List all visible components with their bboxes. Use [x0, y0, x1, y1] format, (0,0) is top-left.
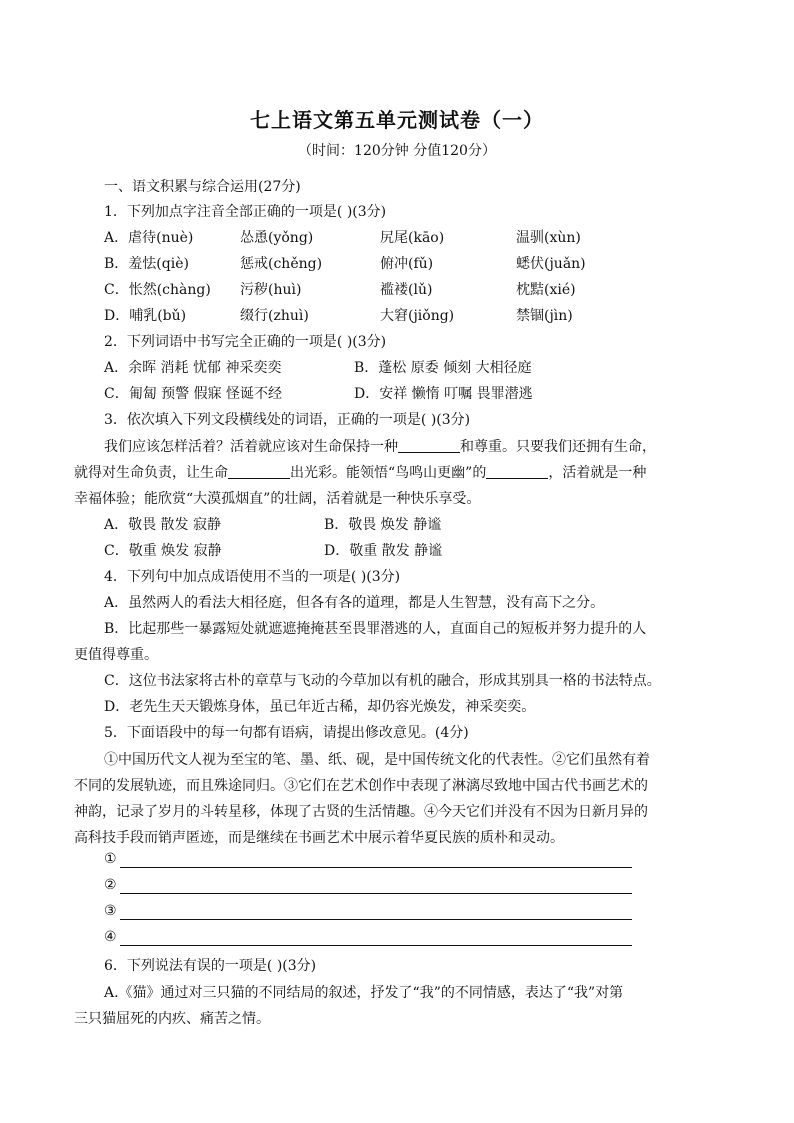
fill-blank — [486, 464, 548, 479]
fill-blank — [398, 438, 460, 453]
passage-text: ，活着就是一种 — [548, 465, 647, 481]
question-2-stem: 2．下列词语中书写完全正确的一项是( )(3分) — [104, 334, 387, 350]
option-cell: 尻尾(kāo) — [380, 230, 445, 246]
option-cell: A．敬畏 散发 寂静 — [104, 517, 222, 533]
answer-rule — [120, 893, 632, 894]
question-1-stem: 1．下列加点字注音全部正确的一项是( )(3分) — [104, 204, 387, 220]
answer-line-1[interactable] — [104, 851, 634, 867]
section-heading: 一、语文积累与综合运用(27分) — [104, 179, 301, 195]
option-cell: C．匍匐 预警 假寐 怪诞不经 — [104, 386, 283, 402]
fill-blank — [228, 464, 290, 479]
option-cell: C．怅然(chàng) — [104, 282, 211, 298]
answer-marker: ② — [104, 877, 117, 893]
question-5-passage-line-1: ①中国历代文人视为至宝的笔、墨、纸、砚，是中国传统文化的代表性。②它们虽然有着 — [104, 752, 650, 768]
answer-line-2[interactable] — [104, 877, 634, 893]
passage-text: 出光彩。能领悟“鸟鸣山更幽”的 — [290, 465, 487, 481]
question-3-passage-line-1 — [104, 436, 656, 456]
answer-rule — [120, 867, 632, 868]
question-6-option-a: A.《猫》通过对三只猫的不同结局的叙述，抒发了“我”的不同情感，表达了“我”对第 — [104, 985, 624, 1001]
passage-text: 就得对生命负责，让生命 — [74, 465, 228, 481]
passage-text: 我们应该怎样活着？活着就应该对生命保持一种 — [104, 439, 398, 455]
option-cell: 枕黠(xié) — [516, 282, 576, 298]
answer-marker: ④ — [104, 929, 117, 945]
answer-rule — [120, 945, 632, 946]
question-5-passage-line-3: 神韵，记录了岁月的斗转星移，体现了古贤的生活情趣。④今天它们并没有不因为日新月异的 — [74, 804, 648, 820]
option-cell: B．羞怯(qiè) — [104, 256, 189, 272]
option-cell: 污秽(huì) — [240, 282, 302, 298]
answer-marker: ① — [104, 851, 117, 867]
question-4-option-a: A．虽然两人的看法大相径庭，但各有各的道理，都是人生智慧，没有高下之分。 — [104, 595, 605, 611]
page-title: 七上语文第五单元测试卷（一） — [250, 108, 544, 132]
option-cell: 惩戒(chěng) — [240, 256, 323, 272]
option-cell: 大窘(jiǒng) — [380, 308, 455, 324]
option-cell: 温驯(xùn) — [516, 230, 581, 246]
question-6-option-a-cont: 三只猫屈死的内疚、痛苦之情。 — [74, 1011, 270, 1027]
option-cell: 俯冲(fǔ) — [380, 256, 434, 272]
question-3-passage-line-3: 幸福体验；能欣赏“大漠孤烟直”的壮阔，活着就是一种快乐享受。 — [74, 491, 481, 507]
question-5-passage-line-4: 高科技手段而销声匿迹，而是继续在书画艺术中展示着华夏民族的质朴和灵动。 — [74, 830, 564, 846]
option-cell: D．安祥 懒惰 叮嘱 畏罪潜逃 — [354, 386, 533, 402]
option-cell: 缀行(zhuì) — [240, 308, 309, 324]
option-cell: 怂恿(yǒng) — [240, 230, 314, 246]
option-cell: B．敬畏 焕发 静谧 — [324, 517, 442, 533]
passage-text: 和尊重。只要我们还拥有生命， — [460, 439, 656, 455]
option-cell: 蟋伏(juǎn) — [516, 256, 586, 272]
question-4-stem: 4．下列句中加点成语使用不当的一项是( )(3分) — [104, 569, 401, 585]
option-cell: 褴褛(lǔ) — [380, 282, 433, 298]
option-cell: A．余晖 消耗 忧郁 神采奕奕 — [104, 360, 282, 376]
answer-line-3[interactable] — [104, 903, 634, 919]
option-cell: D．哺乳(bǔ) — [104, 308, 187, 324]
answer-rule — [120, 919, 632, 920]
page-subtitle: （时间：120分钟 分值120分） — [298, 143, 496, 159]
option-cell: 禁锢(jìn) — [516, 308, 573, 324]
option-cell: A．虐待(nuè) — [104, 230, 194, 246]
question-4-option-b: B．比起那些一暴露短处就遮遮掩掩甚至畏罪潜逃的人，直面自己的短板并努力提升的人 — [104, 621, 647, 637]
question-4-option-b-cont: 更值得尊重。 — [74, 647, 158, 663]
question-4-option-d: D．老先生天天锻炼身体，虽已年近古稀，却仍容光焕发，神采奕奕。 — [104, 699, 536, 715]
question-5-passage-line-2: 不同的发展轨迹，而且殊途同归。③它们在艺术创作中表现了淋漓尽致地中国古代书画艺术的 — [74, 778, 648, 794]
question-6-stem: 6．下列说法有误的一项是( )(3分) — [104, 958, 317, 974]
question-3-stem: 3．依次填入下列文段横线处的词语，正确的一项是( )(3分) — [104, 412, 471, 428]
option-cell: C．敬重 焕发 寂静 — [104, 543, 222, 559]
answer-marker: ③ — [104, 903, 117, 919]
question-3-passage-line-2 — [74, 462, 646, 482]
question-5-stem: 5．下面语段中的每一句都有语病，请提出修改意见。(4分) — [104, 725, 469, 741]
answer-line-4[interactable] — [104, 929, 634, 945]
option-cell: B．蓬松 原委 倾刻 大相径庭 — [354, 360, 532, 376]
question-4-option-c: C．这位书法家将古朴的章草与飞动的今草加以有机的融合，形成其别具一格的书法特点。 — [104, 673, 661, 689]
option-cell: D．敬重 散发 静谧 — [324, 543, 443, 559]
